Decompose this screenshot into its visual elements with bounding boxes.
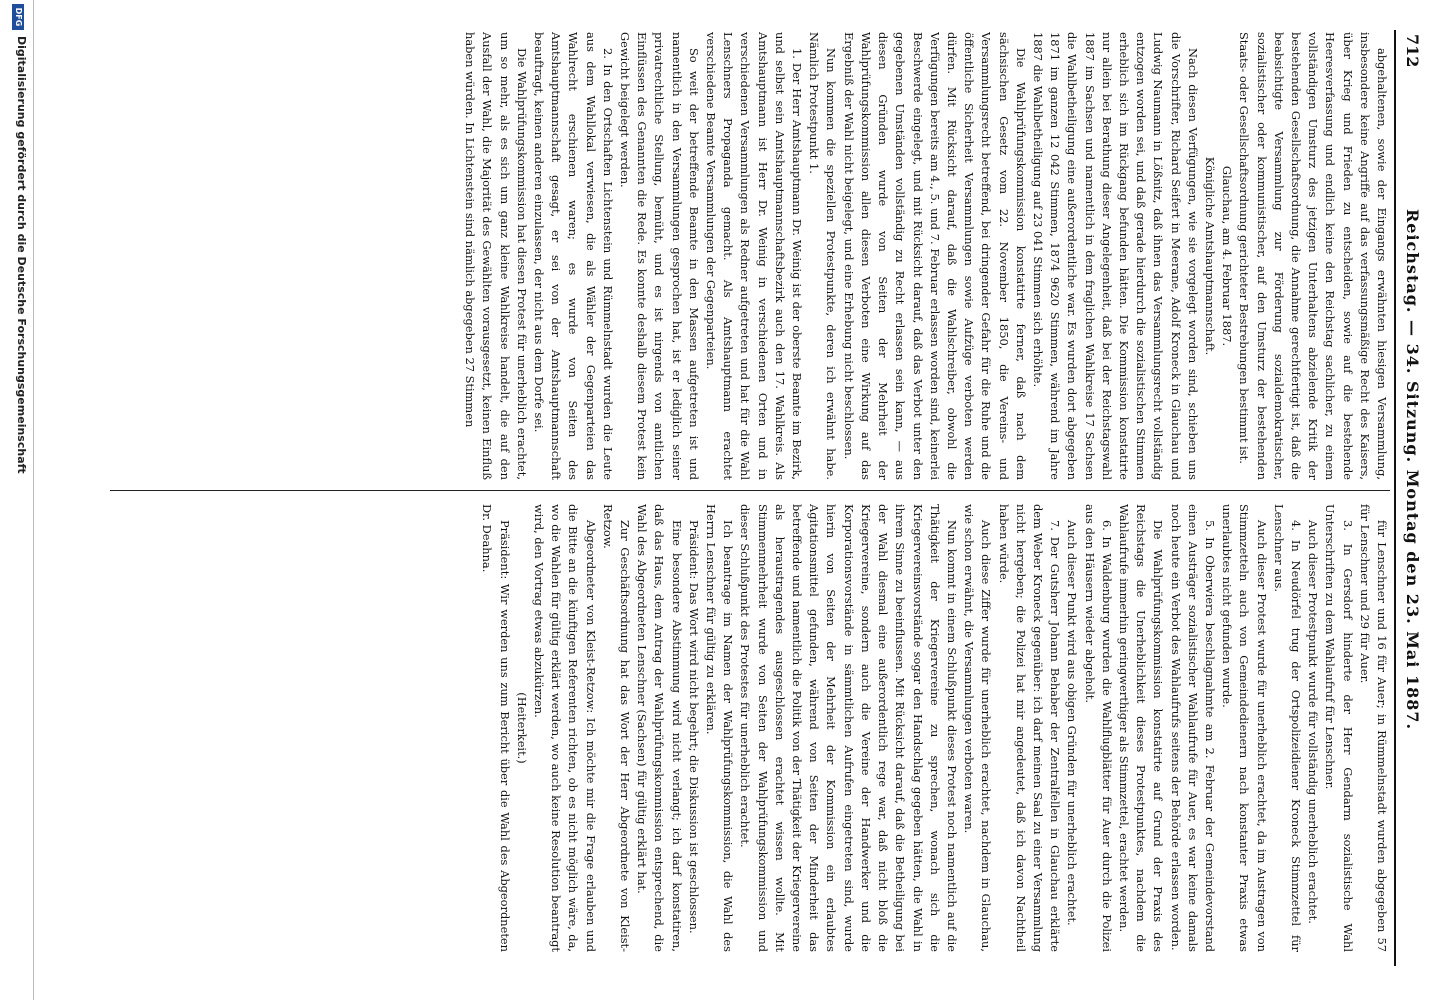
paragraph: Die Wahlprüfungskommission konstatirte ferner, daß nach dem sächsischen Gesetz vom 22. November 1850, die Vereins- und Versammlungsrecht betreffend, bei dringender Gefahr für die Ruhe und die öffentliche Sicherheit Versammlungen sowie Aufzüge verboten werden dürfen. Mit Rücksicht darauf, daß die Wahlschreiber, obwohl die Verfügungen bereits am 4., 5. und 7. Februar erlassen worden sind, keinerlei Beschwerde eingelegt, und mit Rücksicht darauf, daß das Verbot unter den gegebenen Umständen vollständig zu Recht erlassen sein kann, — aus diesen Gründen wurde von Seiten der Mehrheit der Wahlprüfungskommission allen diesen Verboten eine Wirkung auf das Ergebniß der Wahl nicht beigelegt, und eine Erhebung nicht beschlossen. <box>841 32 1028 480</box>
paragraph: Nach diesen Verfügungen, wie sie vorgelegt worden sind, schieben uns die Vorschrifter, Richard Seifert in Meerane, Adolf Kroneck in Glauchau und Ludwig Naumann in Lößnitz, daß ihnen das Versammlungsrecht vollständig entzogen worden sei, und daß gerade hierdurch die sozialistischen Stimmen erheblich sich im Rückgang befunden hätten. Die Kommission konstatirte nur allein bei Berathung dieser Angelegenheit, daß bei der Reichstagswahl 1887 im Sachsen und namentlich in dem fraglichen Wahlkreise 17 Sachsen die Wahlbetheiligung eine außerordentliche war. Es wurden dort abgegeben 1871 im ganzen 12 042 Stimmen, 1874 9620 Stimmen, während im Jahre 1887 die Wahlbetheiligung auf 23 041 Stimmen sich erhöhte. <box>1030 32 1200 480</box>
paragraph: Auch diese Ziffer wurde für unerheblich erachtet, nachdem in Glauchau, wie schon erwähnt, die Versammlungen verboten waren. <box>962 504 994 952</box>
page-title: Reichstag. — 34. Sitzung. Montag den 23. Mai 1887. <box>1403 209 1422 731</box>
page-header <box>1398 34 1422 964</box>
paragraph: Nun kommt in einem Schlußpunkt dieses Protest noch namentlich auf die Thätigkeit der Kriegervereine zu sprechen, wonach sich die Kriegervereinsvorstände sogar den Handschlag gegeben hätten, die Wahl in ihrem Sinne zu beeinflussen. Mit Rücksicht darauf, daß die Betheiligung bei der Wahl diesmal eine außerordentlich rege war, daß nicht bloß die Kriegervereine, sondern auch die Vereine der Handwerker und die Korporationsvorstände in sämmtlichen Aufrufen eingetreten sind, wurde hierin von Seiten der Mehrheit der Kommission ein erlaubtes Agitationsmittel gefunden, während von Seiten der Minderheit das betreffende und namentlich die Politik von der Thätigkeit der Kriegervereine als heraustragendes ausgeschlossen erachtet wissen wollte. Mit Stimmenmehrheit wurde von Seiten der Wahlprüfungskommission und dieser Schlußpunkt des Protestes für unerheblich erachtet. <box>738 504 959 952</box>
paragraph: Die Wahlprüfungskommission konstatirte auf Grund der Praxis des Reichstags die Unerheblichkeit dieses Protestpunktes, nachdem die Wahlaufrufe immerhin geringwerthiger als Stimmzettel, erachtet werden. <box>1116 504 1166 952</box>
paragraph: 6. In Waldenburg wurden die Wahlflugblätter für Auer durch die Polizei aus den Häusern wieder abgeholt. <box>1082 504 1114 952</box>
paragraph: So weit der betreffende Beamte in den Massen aufgetreten ist und namentlich in den Versammlungen gesprochen hat, ist er lediglich seiner privatrechtliche Stellung, bemüht, und es ist nirgends von amtlichen Einflüssen des Genannten die Rede. Es konnte deshalb diesem Protest kein Gewicht beigelegt werden. <box>618 32 701 480</box>
paragraph: Ich beantrage im Namen der Wahlprüfungskommission, die Wahl des Herrn Lenschner für gültig zu erklären. <box>704 504 736 952</box>
paragraph: Präsident: Das Wort wird nicht begehrt; die Diskussion ist geschlossen. <box>686 520 701 934</box>
paragraph: Präsident: Wir werden uns zum Bericht über die Wahl des Abgeordneten Dr. Deahna. <box>480 504 512 952</box>
paragraph: 4. In Neudörfel trug der Ortspolizeidiener Kroneck Stimmzettel für Lenschner aus. <box>1271 504 1303 952</box>
dfg-logo-icon: DFG <box>12 4 24 30</box>
paragraph: Glauchau, am 4. Februar 1887. <box>1220 165 1235 347</box>
footer-rule <box>33 0 34 1000</box>
paragraph: 3. In Gersdorf hinderte der Herr Gendarm sozialistische Wahl Unterschriften zu dem Wahlaufruf für Lenschner. <box>1323 504 1355 952</box>
footer-credit: Digitalisierung gefördert durch die Deutsche Forschungsgemeinschaft <box>15 36 28 474</box>
paragraph: Eine besondere Abstimmung wird nicht verlangt; ich darf konstatiren, daß das Haus, dem Antrag der Wahlprüfungskommission entsprechend, die Wahl des Abgeordneten Lenschner (Sachsen) für gültig erklärt hat. <box>635 504 684 952</box>
paragraph: 2. In den Ortschaften Lichtenstein und Rümmelnstadt wurden die Leute aus dem Wahllokal verwiesen, die als Wähler der Gegenparteien das Wahlrecht erschienen waren; es wurde von Seiten des Amtshauptmannschaft gesagt, er sei von der Amtshauptmannschaft beauftragt, keinen anderen einzulassen, der nicht aus dem Dorfe sei. <box>532 32 615 480</box>
footer <box>10 4 28 1000</box>
paragraph: Zur Geschäftsordnung hat das Wort der Herr Abgeordnete von Kleist-Retzow. <box>600 504 633 952</box>
paragraph: Die Wahlprüfungskommission hat diesen Protest für unerheblich erachtet, um so mehr, als es sich um ganz kleine Wahlkreise handelt, die auf den Ausfall der Wahl, die Majorität des Gewählten vorausgesetzt, keinen Einfluß haben würden. In Lichtenstein sind nämlich abgegeben 27 Stimmen <box>463 32 529 480</box>
header-rule <box>1394 30 1396 966</box>
right-column <box>110 504 1390 952</box>
left-column <box>110 32 1390 480</box>
paragraph: abgehaltenen, sowie der Eingangs erwähnten hiesigen Versammlung, insbesondere keine Angriffe auf das verfassungsmäßige Recht des Kaisers, über Krieg und Frieden zu entscheiden, sowie auf die bestehende Heeresverfassung und endlich keine den Reichstag sachlicher, zu einem vollständigen Umsturz des jetzigen Unterhaltens abzielende Kritik der bestehenden Gesellschaftsordnung, die Annahme gerechtfertigt ist, daß die beabsichtigte Versammlung zur Förderung sozialdemokratischer, sozialistischer oder kommunistischer, auf den Umsturz der bestehenden Staats- oder Gesellschaftsordnung gerichteter Bestrebungen bestimmt ist. <box>1237 32 1389 480</box>
paragraph: Auch dieser Punkt wird aus obigen Gründen für unerheblich erachtet. <box>1065 520 1080 926</box>
paragraph: Nun kommen die speziellen Protestpunkte, deren ich erwähnt habe. Nämlich Protestpunkt 1. <box>807 32 839 480</box>
paragraph: Auch dieser Protestpunkt wurde für vollständig unerheblich erachtet. <box>1306 520 1321 924</box>
paragraph: für Lenschner und 16 für Auer; in Rümmelnstadt wurden abgegeben 57 für Lenschner und 29 für Auer. <box>1357 504 1389 952</box>
page-number: 712 <box>1403 34 1422 68</box>
paragraph: Auch dieser Protest wurde für unerheblich erachtet, da im Austragen von Stimmzetteln auch von Gemeindedienern nach konstanter Praxis etwas unerlaubtes nicht gefunden wurde. <box>1220 504 1269 952</box>
paragraph: Abgeordneter von Kleist-Retzow: Ich möchte mir die Frage erlauben und die Bitte an die künftigen Referenten richten, ob es nicht möglich wäre, da, wo die Wahlen für gültig erklärt werden, wo auch keine Resolution beantragt wird, den Vortrag etwas abzukürzen. <box>532 504 598 952</box>
paragraph: 1. Der Herr Amtshauptmann Dr. Weinig ist der oberste Beamte im Bezirk, und selbst sein Amtshauptmannschaftsbezirk auch den 17. Wahlkreis. Als Amtshauptmann ist Herr Dr. Weinig in verschiedenen Orten und in verschiedenen Versammlungen als Redner aufgetreten und hat für die Wahl Lenschners Propaganda gemacht. Als Amtshauptmann erachtet verschiedene Beamte Versammlungen der Gegenparteien. <box>704 32 805 480</box>
paragraph: (Heiterkeit.) <box>514 692 529 764</box>
paragraph: 5. In Oberwiera beschlagnahmte am 2. Februar der Gemeindevorstand einen Austräger sozialistischer Wahlaufrufe für Auer, es war keine damals noch heute ein Verbot des Wahlaufrufs seitens der Behörde erlassen worden. <box>1168 504 1217 952</box>
column-divider <box>110 490 1390 491</box>
paragraph: 7. Der Gutsherr Johann Behaber der Zentralfellen in Glauchau erklärte dem Weber Kroneck gegenüber: ich darf meinen Saal zu einer Versammlung nicht hergeben; die Polizei hat mir angedeutet, daß ich davon Nachtheil haben würde. <box>996 504 1063 952</box>
paragraph: Königliche Amtshauptmannschaft. <box>1202 156 1217 356</box>
